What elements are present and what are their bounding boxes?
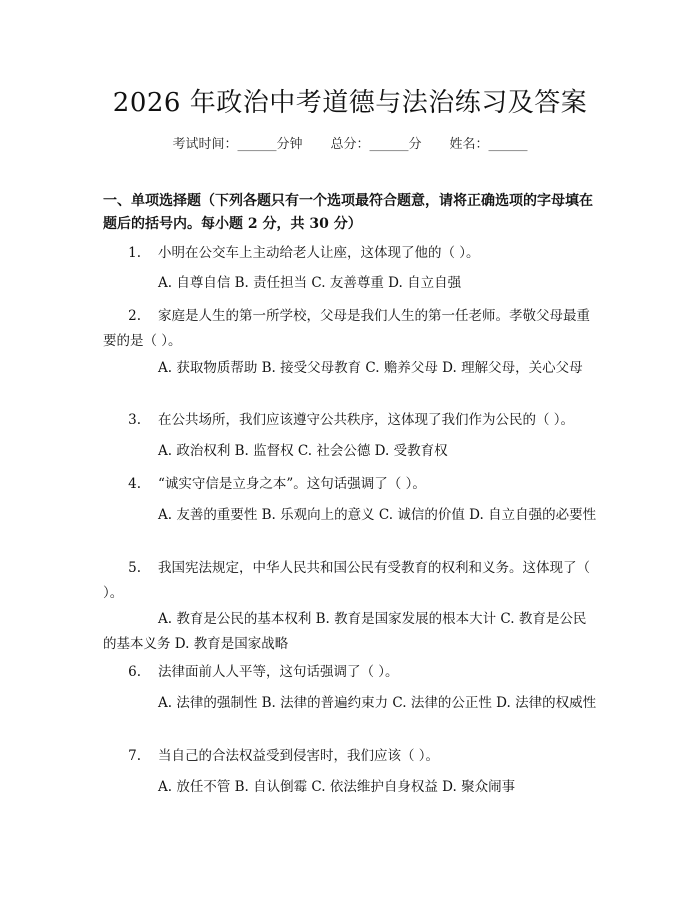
question-7-options: A. 放任不管 B. 自认倒霉 C. 依法维护自身权益 D. 聚众闹事 — [158, 779, 516, 795]
question-number: 1. — [128, 245, 141, 261]
question-6-options: A. 法律的强制性 B. 法律的普遍约束力 C. 法律的公正性 D. 法律的权威性 — [158, 695, 597, 711]
question-number: 3. — [128, 412, 141, 428]
question-4-options: A. 友善的重要性 B. 乐观向上的意义 C. 诚信的价值 D. 自立自强的必要性 — [158, 507, 597, 523]
question-number: 2. — [128, 308, 141, 324]
exam-time-field: 考试时间：______分钟 — [172, 137, 303, 152]
question-text: 家庭是人生的第一所学校，父母是我们人生的第一任老师。孝敬父母最重要的是（ ）。 — [103, 308, 590, 349]
question-3-options: A. 政治权利 B. 监督权 C. 社会公德 D. 受教育权 — [158, 443, 448, 459]
question-1 — [103, 241, 597, 266]
question-text: 我国宪法规定，中华人民共和国公民有受教育的权利和义务。这体现了（ ）。 — [103, 560, 590, 601]
question-1-options: A. 自尊自信 B. 责任担当 C. 友善尊重 D. 自立自强 — [158, 275, 462, 291]
question-5 — [103, 556, 597, 606]
question-text: 法律面前人人平等，这句话强调了（ ）。 — [158, 664, 399, 680]
question-5-options: A. 教育是公民的基本权利 B. 教育是国家发展的根本大计 C. 教育是公民的基本义务 D. 教育是国家战略 — [103, 611, 587, 652]
question-number: 4. — [128, 476, 141, 492]
question-2-options: A. 获取物质帮助 B. 接受父母教育 C. 赡养父母 D. 理解父母，关心父母 — [158, 360, 583, 376]
student-name-field: 姓名：______ — [449, 137, 528, 152]
question-3 — [103, 408, 597, 433]
question-number: 5. — [128, 560, 141, 576]
question-text: 在公共场所，我们应该遵守公共秩序，这体现了我们作为公民的（ ）。 — [158, 412, 575, 428]
question-text: 小明在公交车上主动给老人让座，这体现了他的（ ）。 — [158, 245, 480, 261]
question-text: 当自己的合法权益受到侵害时，我们应该（ ）。 — [158, 748, 440, 764]
question-6 — [103, 660, 597, 685]
section-heading: 一、单项选择题（下列各题只有一个选项最符合题意，请将正确选项的字母填在题后的括号内。每小题 2 分，共 30 分） — [103, 193, 593, 232]
question-4 — [103, 472, 597, 497]
question-2 — [103, 304, 597, 354]
question-number: 7. — [128, 748, 141, 764]
question-number: 6. — [128, 664, 141, 680]
question-text: “诚实守信是立身之本”。这句话强调了（ ）。 — [158, 476, 426, 492]
page-title: 2026 年政治中考道德与法治练习及答案 — [112, 88, 588, 118]
total-score-field: 总分：______分 — [330, 137, 422, 152]
question-7 — [103, 744, 597, 769]
exam-info-line — [0, 133, 700, 152]
